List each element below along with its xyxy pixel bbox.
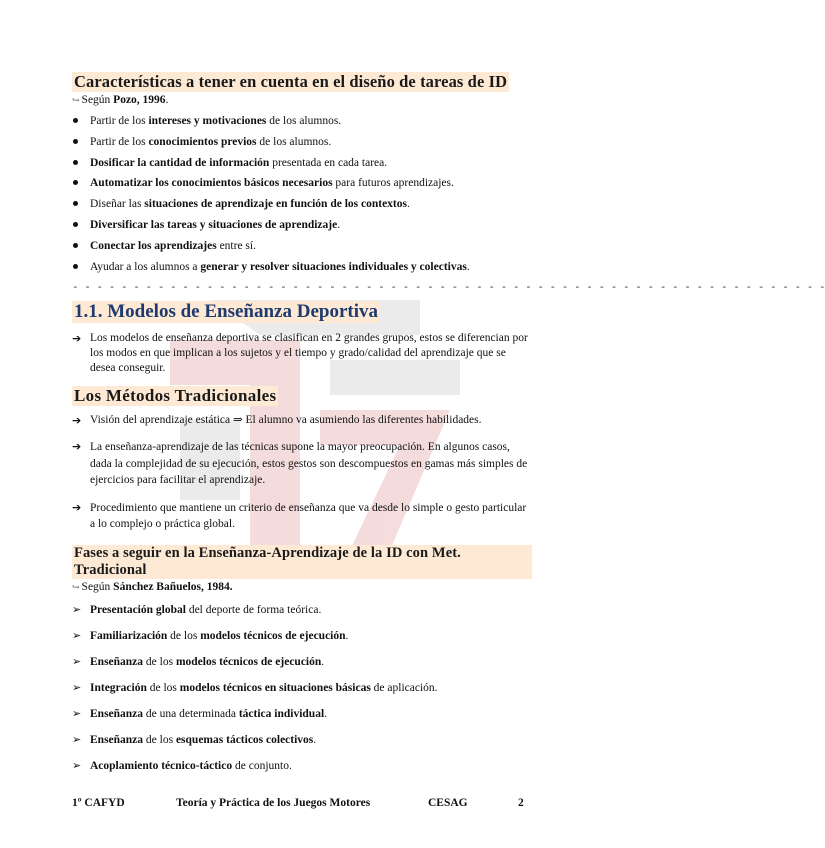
arrowhead-icon: ➢ — [72, 706, 82, 720]
footer-center: CESAG — [428, 797, 468, 809]
list-item: Conectar los aprendizajes entre sí. — [72, 239, 532, 253]
list-item: Diseñar las situaciones de aprendizaje en función de los contextos. — [72, 197, 532, 211]
list-item: Ayudar a los alumnos a generar y resolver situaciones individuales y colectivas. — [72, 260, 532, 274]
list-item: ➢ Enseñanza de los modelos técnicos de ejecución. — [72, 654, 325, 668]
bullet-icon — [73, 264, 78, 269]
section-modelos — [72, 301, 532, 323]
arrow-right-icon: ➔ — [72, 414, 82, 428]
section-metodos-tradicionales — [72, 386, 532, 406]
section-title: Fases a seguir en la Enseñanza-Aprendizaje de la ID con Met. Tradicional — [72, 545, 532, 579]
arrowhead-icon: ➢ — [72, 732, 82, 746]
list-item: ➢ Acoplamiento técnico-táctico de conjunto. — [72, 758, 292, 772]
list-item: Dosificar la cantidad de información presentada en cada tarea. — [72, 156, 532, 170]
dashed-divider: - - - - - - - - - - - - - - - - - - - - - - - - - - - - - - - - - - - - - - - - - - - - - - - - - - - - - - - - - - - - - - — [72, 280, 825, 294]
footer-course: 1º CAFYD — [72, 797, 125, 809]
list-item: Automatizar los conocimientos básicos necesarios para futuros aprendizajes. — [72, 176, 532, 190]
curved-arrow-icon: ↪ — [72, 581, 80, 592]
arrowhead-icon: ➢ — [72, 654, 82, 668]
section-heading: 1.1. Modelos de Enseñanza Deportiva — [74, 301, 378, 323]
list-item: ➢ Familiarización de los modelos técnicos de ejecución. — [72, 628, 349, 642]
footer-subject: Teoría y Práctica de los Juegos Motores — [176, 797, 371, 809]
arrowhead-icon: ➢ — [72, 628, 82, 642]
bullet-icon — [73, 243, 78, 248]
bullet-icon — [73, 139, 78, 144]
page-number: 2 — [518, 797, 524, 809]
section-title: Características a tener en cuenta en el diseño de tareas de ID — [74, 72, 508, 91]
characteristics-list — [72, 114, 532, 274]
list-item: Partir de los conocimientos previos de los alumnos. — [72, 135, 532, 149]
bullet-icon — [73, 160, 78, 165]
arrowhead-icon: ➢ — [72, 602, 82, 616]
document-page — [72, 72, 825, 785]
paragraph-item: ➔ Procedimiento que mantiene un criterio de enseñanza que va desde lo simple o gesto particular a lo complejo o práctica global. — [72, 500, 527, 531]
list-item: Diversificar las tareas y situaciones de aprendizaje. — [72, 218, 532, 232]
section-caracteristicas — [72, 72, 532, 274]
paragraph-item: ➔ La enseñanza-aprendizaje de las técnicas supone la mayor preocupación. En algunos casos, dada la complejidad de su ejecución, estos gestos son descompuestos en gamas más simples de ejercicios para facilitar el aprendizaje. — [72, 440, 528, 487]
bullet-icon — [73, 180, 78, 185]
bullet-icon — [73, 201, 78, 206]
arrow-right-icon: ➔ — [72, 440, 82, 454]
list-item: ➢ Integración de los modelos técnicos en situaciones básicas de aplicación. — [72, 680, 438, 694]
list-item: ➢ Enseñanza de una determinada táctica individual. — [72, 706, 328, 720]
source-line: ↪ Según Pozo, 1996. — [72, 94, 169, 106]
paragraph-item: ➔ Los modelos de enseñanza deportiva se clasifican en 2 grandes grupos, estos se diferencian por los modos en que implican a los sujetos y el tiempo y grado/calidad del aprendizaje que se desea conseguir. — [72, 332, 528, 375]
section-fases — [72, 545, 532, 593]
arrow-right-icon: ➔ — [72, 500, 82, 514]
source-line: ↪ Según Sánchez Bañuelos, 1984. — [72, 580, 233, 593]
arrow-right-icon: ➔ — [72, 332, 82, 346]
paragraph-item: ➔ Visión del aprendizaje estática ⇒ El alumno va asumiendo las diferentes habilidades. — [72, 414, 482, 428]
section-heading: Los Métodos Tradicionales — [74, 386, 277, 406]
bullet-icon — [73, 222, 78, 227]
arrowhead-icon: ➢ — [72, 758, 82, 772]
bullet-icon — [73, 118, 78, 123]
arrowhead-icon: ➢ — [72, 680, 82, 694]
phases-list — [72, 603, 532, 773]
curved-arrow-icon: ↪ — [72, 95, 80, 105]
list-item: Partir de los intereses y motivaciones de los alumnos. — [72, 114, 532, 128]
list-item: ➢ Presentación global del deporte de forma teórica. — [72, 602, 322, 616]
list-item: ➢ Enseñanza de los esquemas tácticos colectivos. — [72, 732, 317, 746]
